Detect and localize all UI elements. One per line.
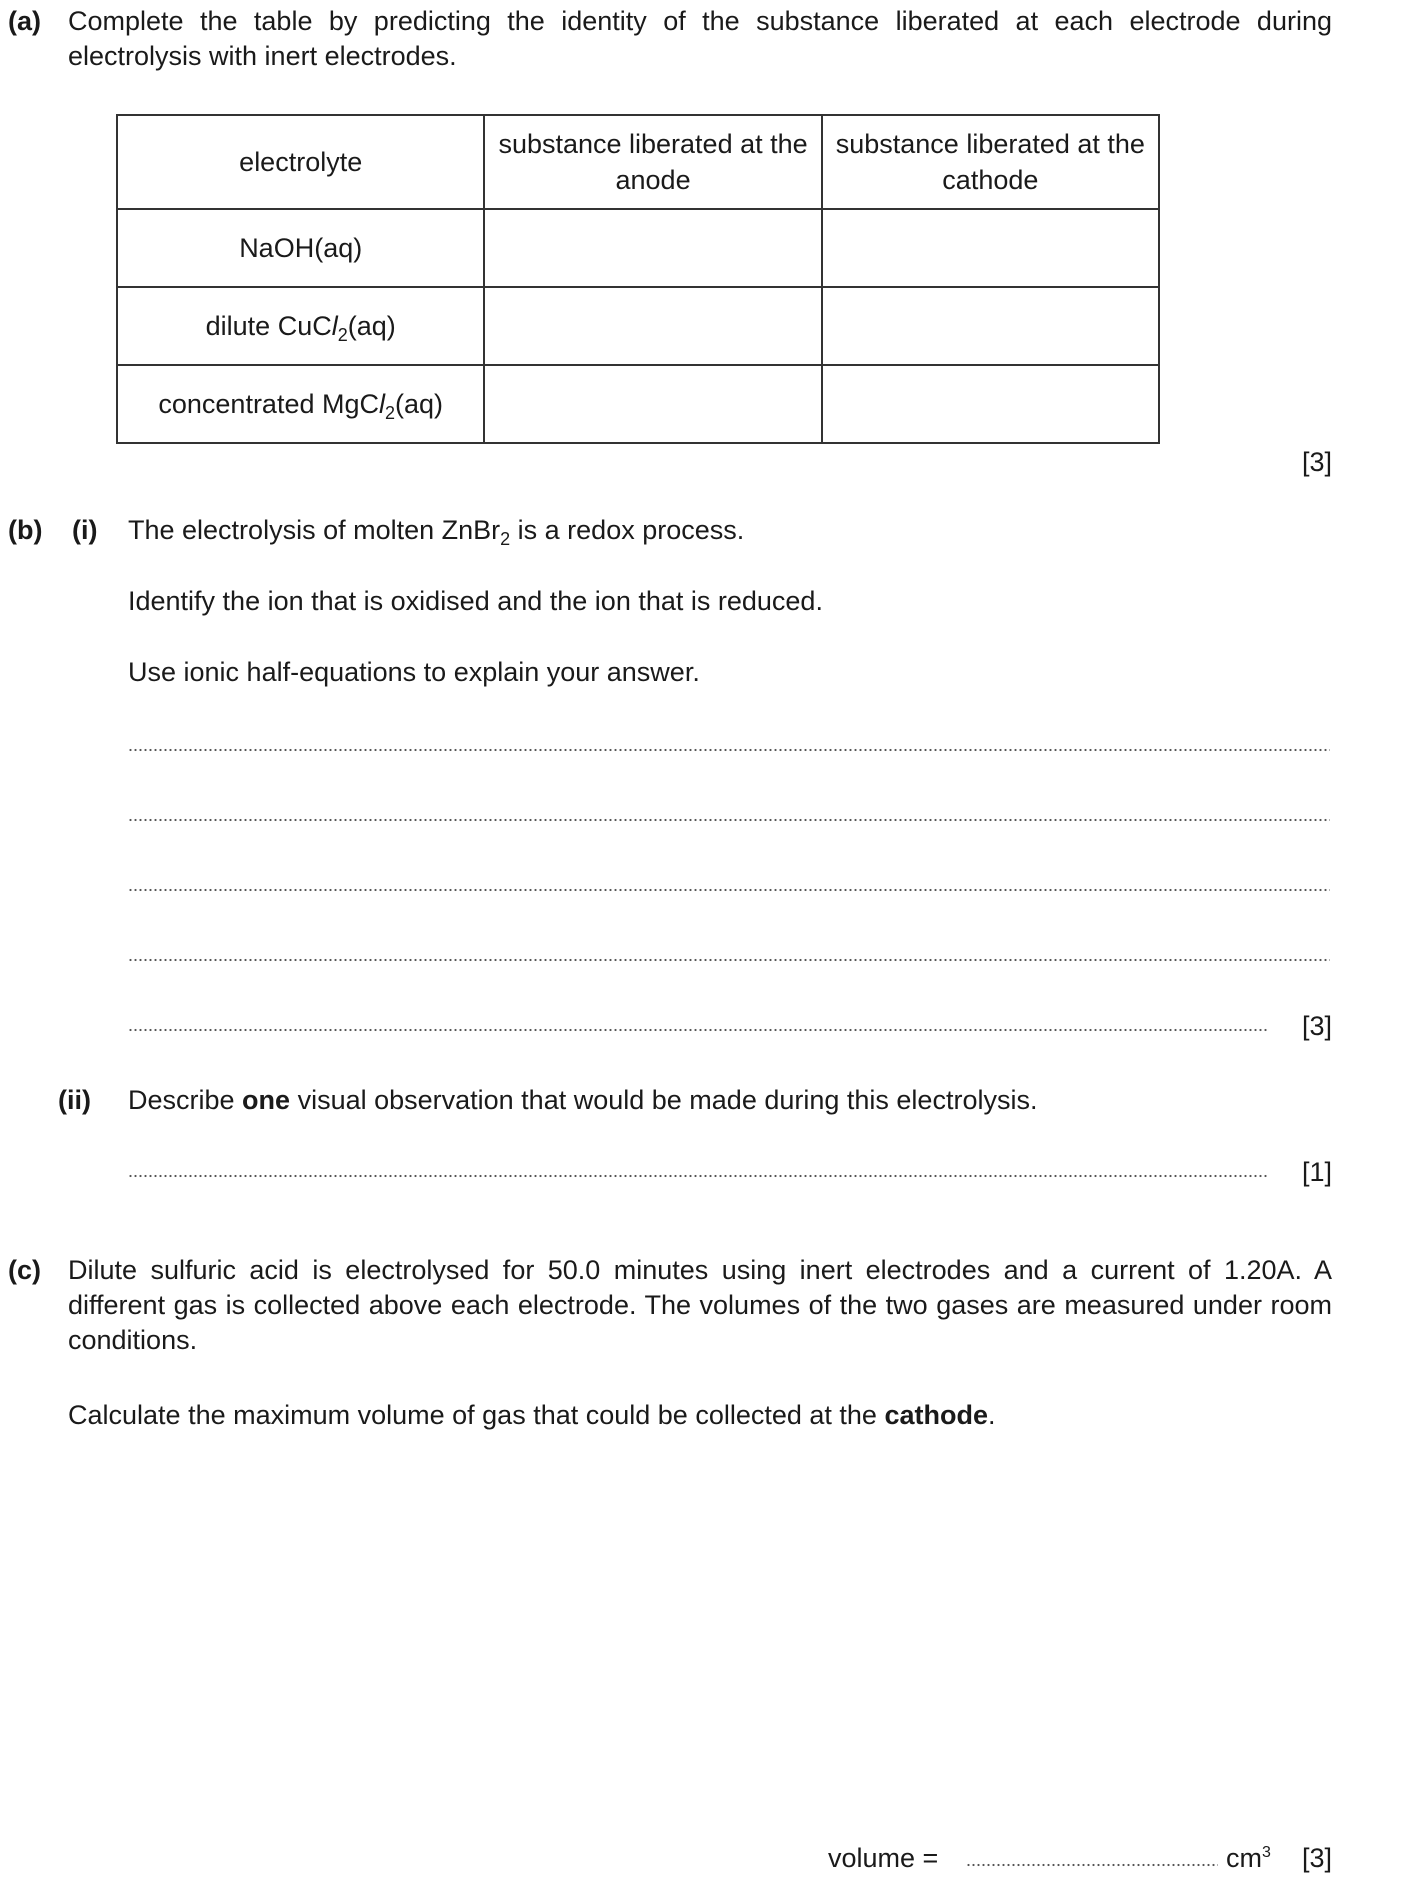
part-b-i-label: (i) (72, 515, 98, 545)
part-b-label: (b) (8, 515, 43, 545)
electrolyte-cell: concentrated MgCl$_2$(aq) (117, 365, 484, 443)
cathode-answer-cell[interactable] (822, 287, 1159, 365)
answer-line[interactable] (128, 1174, 1268, 1178)
part-a-marks: [3] (1301, 447, 1332, 477)
part-c-task: Calculate the maximum volume of gas that could be collected at the cathode. (68, 1400, 996, 1430)
part-b-i-statement: The electrolysis of molten ZnBr$_2$ is a redox process. (128, 515, 745, 549)
answer-line[interactable] (128, 818, 1330, 822)
table-row (117, 365, 1159, 443)
anode-answer-cell[interactable] (484, 365, 821, 443)
electrolysis-table (116, 114, 1160, 444)
table-header-row (117, 115, 1159, 209)
volume-answer-label: volume = (828, 1843, 939, 1873)
part-c-label: (c) (8, 1255, 41, 1285)
volume-answer-line[interactable] (966, 1863, 1218, 1867)
part-b-ii-marks: [1] (1301, 1157, 1332, 1187)
answer-line[interactable] (128, 888, 1330, 892)
table-row (117, 287, 1159, 365)
cathode-answer-cell[interactable] (822, 209, 1159, 287)
cathode-answer-cell[interactable] (822, 365, 1159, 443)
answer-line[interactable] (128, 1028, 1268, 1032)
part-b-i-instruction: Use ionic half-equations to explain your answer. (128, 657, 700, 687)
header-electrolyte: electrolyte (117, 115, 484, 209)
part-a-label: (a) (8, 6, 41, 36)
part-a-instruction: Complete the table by predicting the identity of the substance liberated at each electrode during electrolysis with inert electrodes. (68, 6, 1332, 71)
header-cathode: substance liberated at the cathode (822, 115, 1159, 209)
part-b-ii-label: (ii) (58, 1085, 91, 1115)
answer-line[interactable] (128, 958, 1330, 962)
part-b-i-marks: [3] (1301, 1011, 1332, 1041)
part-c-statement: Dilute sulfuric acid is electrolysed for 50.0 minutes using inert electrodes and a current of 1.20A. A different gas is collected above each electrode. The volumes of the two gases are measured under room conditions. (68, 1255, 1332, 1355)
header-anode: substance liberated at the anode (484, 115, 821, 209)
electrolyte-cell: dilute CuCl$_2$(aq) (117, 287, 484, 365)
answer-line[interactable] (128, 748, 1330, 752)
electrolyte-cell: NaOH(aq) (117, 209, 484, 287)
volume-unit: $cm^3$ (1226, 1843, 1271, 1873)
anode-answer-cell[interactable] (484, 209, 821, 287)
anode-answer-cell[interactable] (484, 287, 821, 365)
table-row (117, 209, 1159, 287)
part-c-marks: [3] (1301, 1843, 1332, 1873)
part-b-i-task: Identify the ion that is oxidised and the ion that is reduced. (128, 586, 823, 616)
part-b-ii-question: Describe one visual observation that would be made during this electrolysis. (128, 1085, 1038, 1115)
